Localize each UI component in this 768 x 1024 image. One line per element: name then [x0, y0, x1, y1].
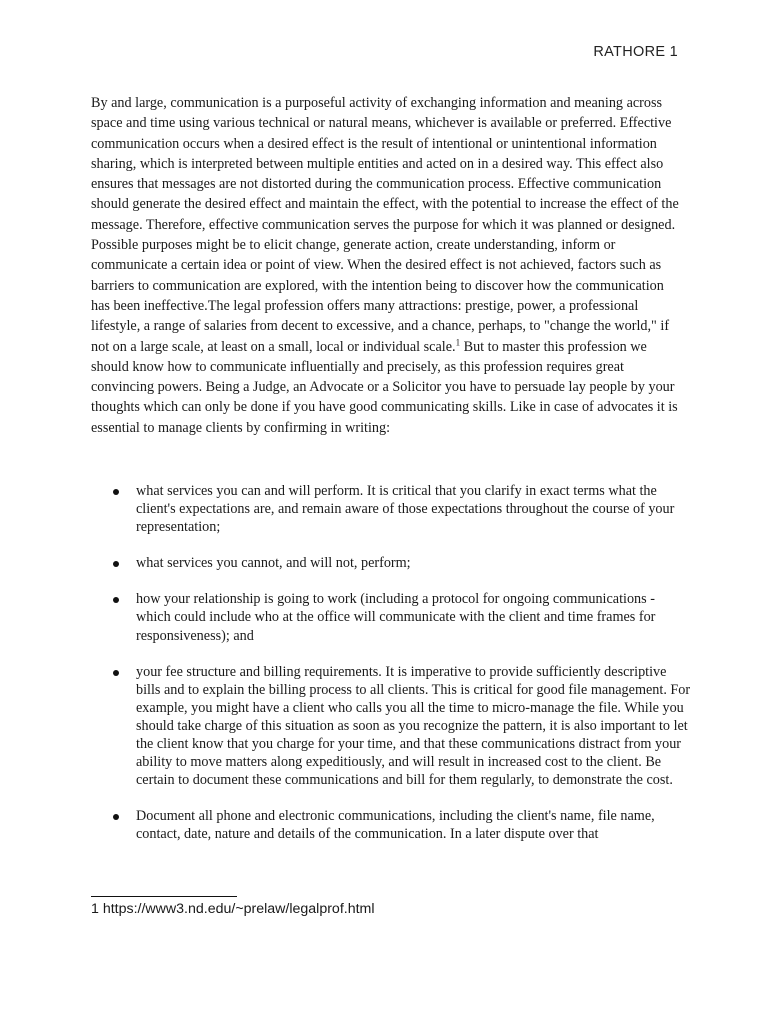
list-item: [91, 554, 691, 572]
footnote-separator: [91, 896, 237, 897]
list-item-text: what services you can and will perform. It is critical that you clarify in exact terms what the client's expectations are, and remain aware of those expectations throughout the course of your representation;: [136, 483, 675, 536]
list-item: [91, 663, 691, 790]
list-item-text: Document all phone and electronic communications, including the client's name, file name, contact, date, nature and details of the communication. In a later dispute over that: [136, 808, 655, 843]
paragraph-text-part-2: But to master this profession we should know how to communicate influentially and precisely, as this profession requires great convincing powers. Being a Judge, an Advocate or a Solicitor you have to persuade lay people by your thoughts which can only be done if you have good communicating skills. Like in case of advocates it is essential to manage clients by confirming in writing:: [91, 338, 678, 436]
running-head: RATHORE 1: [593, 44, 678, 60]
bullet-icon: [113, 561, 119, 567]
list-item-text: your fee structure and billing requirements. It is imperative to provide sufficiently descriptive bills and to explain the billing process to all clients. This is critical for good file management. For example, you might have a client who calls you all the time to micro-manage the file. While you should take charge of this situation as soon as you recognize the pattern, it is also important to let the client know that you charge for your time, and that these communications distract from your ability to move matters along expeditiously, and will result in increased cost to the client. Be certain to document these communications and bill for them regularly, to demonstrate the cost.: [136, 663, 691, 789]
list-item: [91, 590, 691, 644]
paragraph-text-part-1: By and large, communication is a purposeful activity of exchanging information and meaning across space and time using various technical or natural means, whichever is available or preferred. Effective communication occurs when a desired effect is the result of intentional or unintentional information sharing, which is interpreted between multiple entities and acted on in a desired way. This effect also ensures that messages are not distorted during the communication process. Effective communication should generate the desired effect and maintain the effect, with the potential to increase the effect of the message. Therefore, effective communication serves the purpose for which it was planned or designed. Possible purposes might be to elicit change, generate action, create understanding, inform or communicate a certain idea or point of view. When the desired effect is not achieved, factors such as barriers to communication are explored, with the intention being to discover how the communication has been ineffective.The legal profession offers many attractions: prestige, power, a professional lifestyle, a range of salaries from decent to excessive, and a chance, perhaps, to "change the world," if not on a large scale, at least on a small, local or individual scale.: [91, 95, 679, 355]
bullet-icon: [113, 670, 119, 676]
list-item-text: how your relationship is going to work (including a protocol for ongoing communications - which could include who at the office will communicate with the client and time frames for responsiveness); and: [136, 591, 656, 644]
bullet-icon: [113, 597, 119, 603]
bullet-icon: [113, 814, 119, 820]
list-item: [91, 807, 691, 843]
list-item: [91, 482, 691, 536]
list-item-text: what services you cannot, and will not, perform;: [136, 555, 411, 572]
bullet-list: [91, 482, 691, 862]
footnote-reference[interactable]: 1: [455, 336, 461, 347]
footnote-text[interactable]: 1 https://www3.nd.edu/~prelaw/legalprof.html: [91, 901, 375, 917]
bullet-icon: [113, 489, 119, 495]
body-paragraph: [91, 93, 681, 438]
